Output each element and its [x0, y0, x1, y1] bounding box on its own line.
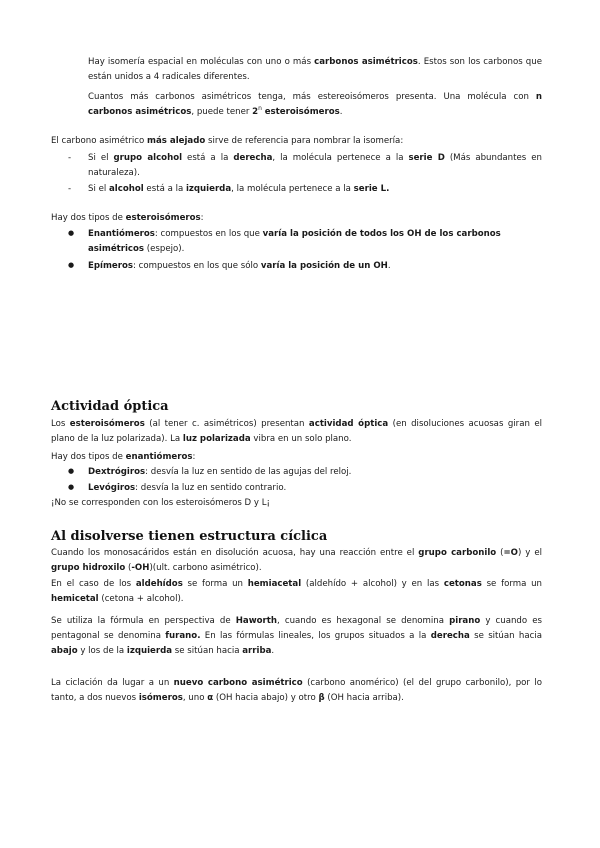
list-item-text: Levógiros: desvía la luz en sentido contrario.: [88, 483, 287, 493]
cyclic-paragraph-1: Cuando los monosacáridos están en disolución acuosa, hay una reacción entre el grupo carbonilo (=O) y el grupo hidroxilo (-OH)(ult. carbono asimétrico).: [51, 548, 543, 574]
intro-paragraph-2: Cuantos más carbonos asimétricos tenga, más estereoisómeros presenta. Una molécula con n carbonos asimétricos, puede tener 2$^n$ esteroisómeros.: [88, 92, 542, 118]
section-heading-cyclic-structure: Al disolverse tienen estructura cíclica: [51, 529, 328, 544]
list-item-text: Epímeros: compuestos en los que sólo varía la posición de un OH.: [88, 261, 391, 271]
bold-text: hemiacetal: [247, 579, 302, 589]
bold-text: serie L.: [353, 184, 390, 194]
enantiomer-types-intro: Hay dos tipos de enantiómeros:: [51, 452, 196, 462]
list-item-text: Enantiómeros: compuestos en los que varía la posición de todos los OH de los carbonos asimétricos (espejo).: [88, 229, 501, 255]
bold-text: arriba: [242, 646, 272, 657]
bold-text: más alejado: [147, 136, 206, 146]
bold-text: Levógiros: [88, 483, 136, 493]
dash-marker: -: [68, 184, 72, 194]
bold-text: 2: [252, 107, 259, 118]
bold-text: Haworth: [235, 616, 278, 626]
bold-text: carbonos asimétricos: [314, 57, 418, 67]
bold-text: grupo carbonilo: [418, 548, 497, 558]
bold-text: alcohol: [108, 184, 144, 194]
bold-text: Enantiómeros: [88, 229, 155, 239]
bold-text: n carbonos asimétricos: [88, 92, 542, 118]
bold-text: derecha: [430, 631, 470, 642]
bold-text: Dextrógiros: [88, 467, 146, 477]
bold-text: pirano: [449, 616, 481, 626]
optical-note: ¡No se corresponden con los esteroisómeros D y L¡: [51, 498, 270, 508]
optical-paragraph: Los esteroisómeros (al tener c. asimétricos) presentan actividad óptica (en disoluciones acuosas giran el plano de la luz polarizada). La luz polarizada vibra en un solo plano.: [51, 419, 542, 445]
cyclic-paragraph-2: En el caso de los aldehídos se forma un hemiacetal (aldehído + alcohol) y en las cetonas se forma un hemicetal (cetona + alcohol).: [51, 579, 543, 605]
bold-text: varía la posición de un OH: [260, 261, 388, 271]
bold-text: actividad óptica: [308, 419, 389, 429]
list-item-text: Si el alcohol está a la izquierda, la molécula pertenece a la serie L.: [88, 184, 390, 194]
bold-text: nuevo carbono asimétrico: [173, 678, 303, 688]
bold-text: furano.: [165, 631, 201, 642]
bullet-marker: ●: [68, 229, 75, 237]
bold-text: serie D: [408, 153, 445, 163]
bold-text: β: [318, 693, 325, 704]
cyclic-paragraph-3: Se utiliza la fórmula en perspectiva de Haworth, cuando es hexagonal se denomina pirano y cuando es pentagonal se denomina furano. En las fórmulas lineales, los grupos situados a la derecha se sitúan hacia abajo y los de la izquierda se sitúan hacia arriba.: [51, 616, 542, 657]
bold-text: =O: [503, 548, 518, 558]
bold-text: luz polarizada: [182, 434, 251, 445]
bold-text: α: [207, 693, 214, 704]
list-item-text: Si el grupo alcohol está a la derecha, la molécula pertenece a la serie D (Más abundantes en naturaleza).: [88, 153, 542, 179]
bold-text: grupo alcohol: [113, 153, 183, 163]
bold-text: cetonas: [443, 579, 482, 589]
bold-text: aldehídos: [135, 579, 183, 589]
cyclic-paragraph-4: La ciclación da lugar a un nuevo carbono asimétrico (carbono anomérico) (el del grupo carbonilo), por lo tanto, a dos nuevos isómeros, uno α (OH hacia abajo) y otro β (OH hacia arriba).: [51, 678, 542, 704]
bold-text: derecha: [233, 153, 273, 163]
intro-paragraph-1: Hay isomería espacial en moléculas con uno o más carbonos asimétricos. Estos son los carbonos que están unidos a 4 radicales diferentes.: [88, 57, 542, 83]
section-heading-optical-activity: Actividad óptica: [51, 399, 169, 414]
list-item-text: Dextrógiros: desvía la luz en sentido de las agujas del reloj.: [88, 467, 352, 477]
bold-text: izquierda: [185, 184, 232, 194]
bold-text: varía la posición de todos los OH de los carbonos asimétricos: [88, 229, 501, 255]
bold-text: esteroisómeros: [69, 419, 145, 429]
bold-text: enantiómeros: [125, 452, 193, 462]
bold-text: -OH: [131, 563, 150, 574]
bold-text: grupo hidroxilo: [51, 563, 126, 574]
dash-marker: -: [68, 153, 72, 163]
bullet-marker: ●: [68, 483, 75, 491]
superscript: n: [258, 105, 262, 113]
reference-intro: El carbono asimétrico más alejado sirve de referencia para nombrar la isomería:: [51, 136, 404, 146]
bold-text: Epímeros: [88, 261, 134, 271]
bold-text: esteroisómeros: [125, 213, 201, 223]
bold-text: abajo: [51, 646, 78, 657]
bullet-marker: ●: [68, 261, 75, 269]
isomer-types-intro: Hay dos tipos de esteroisómeros:: [51, 213, 204, 223]
bold-text: izquierda: [126, 646, 173, 657]
bullet-marker: ●: [68, 467, 75, 475]
bold-text: esteroisómeros: [264, 107, 340, 118]
bold-text: isómeros: [138, 693, 183, 704]
bold-text: hemicetal: [51, 594, 99, 605]
